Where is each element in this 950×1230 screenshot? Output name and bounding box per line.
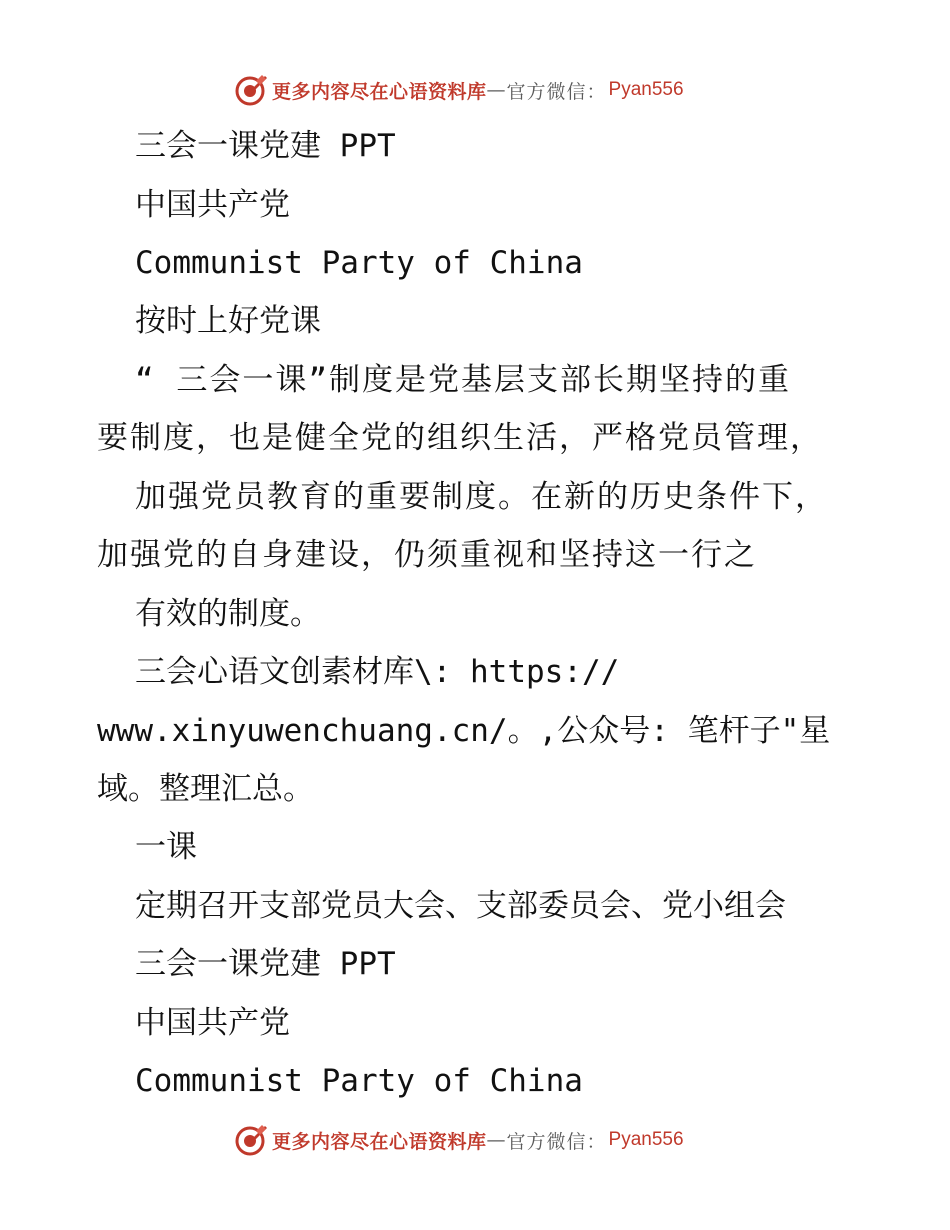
doc-line-3: Communist Party of China <box>135 245 583 281</box>
doc-line-16: 中国共产党 <box>135 1005 290 1041</box>
doc-line-17: Communist Party of China <box>135 1063 583 1099</box>
banner-dash: — <box>486 1129 507 1151</box>
doc-line-15: 三会一课党建 PPT <box>135 946 396 982</box>
doc-line-9: 有效的制度。 <box>135 596 321 632</box>
doc-line-8: 加强党的自身建设，仍须重视和坚持这一行之 <box>97 537 757 573</box>
banner-wechat-id: Pyan556 <box>608 79 684 100</box>
doc-line-11: www.xinyuwenchuang.cn/。,公众号: 笔杆子"星 <box>97 713 831 749</box>
banner-wechat-id: Pyan556 <box>608 1129 684 1150</box>
banner-dash: — <box>486 79 507 101</box>
doc-line-7: 加强党员教育的重要制度。在新的历史条件下， <box>135 479 828 515</box>
doc-line-13: 一课 <box>135 829 197 865</box>
doc-line-1: 三会一课党建 PPT <box>135 128 396 164</box>
banner-wechat-label: 官方微信： <box>506 80 607 103</box>
doc-line-2: 中国共产党 <box>135 187 290 223</box>
footer-banner <box>234 1120 684 1160</box>
banner-title: 更多内容尽在心语资料库 <box>272 1130 487 1153</box>
doc-line-6: 要制度，也是健全党的组织生活，严格党员管理， <box>97 420 823 456</box>
quill-seal-icon <box>234 1123 268 1157</box>
doc-line-14: 定期召开支部党员大会、支部委员会、党小组会 <box>135 888 786 924</box>
banner-title: 更多内容尽在心语资料库 <box>272 80 487 103</box>
doc-line-4: 按时上好党课 <box>135 303 321 339</box>
doc-line-12: 域。整理汇总。 <box>97 771 314 807</box>
doc-line-5: “ 三会一课”制度是党基层支部长期坚持的重 <box>135 362 791 398</box>
doc-line-10: 三会心语文创素材库\: https:// <box>135 654 620 690</box>
banner-wechat-label: 官方微信： <box>506 1130 607 1153</box>
